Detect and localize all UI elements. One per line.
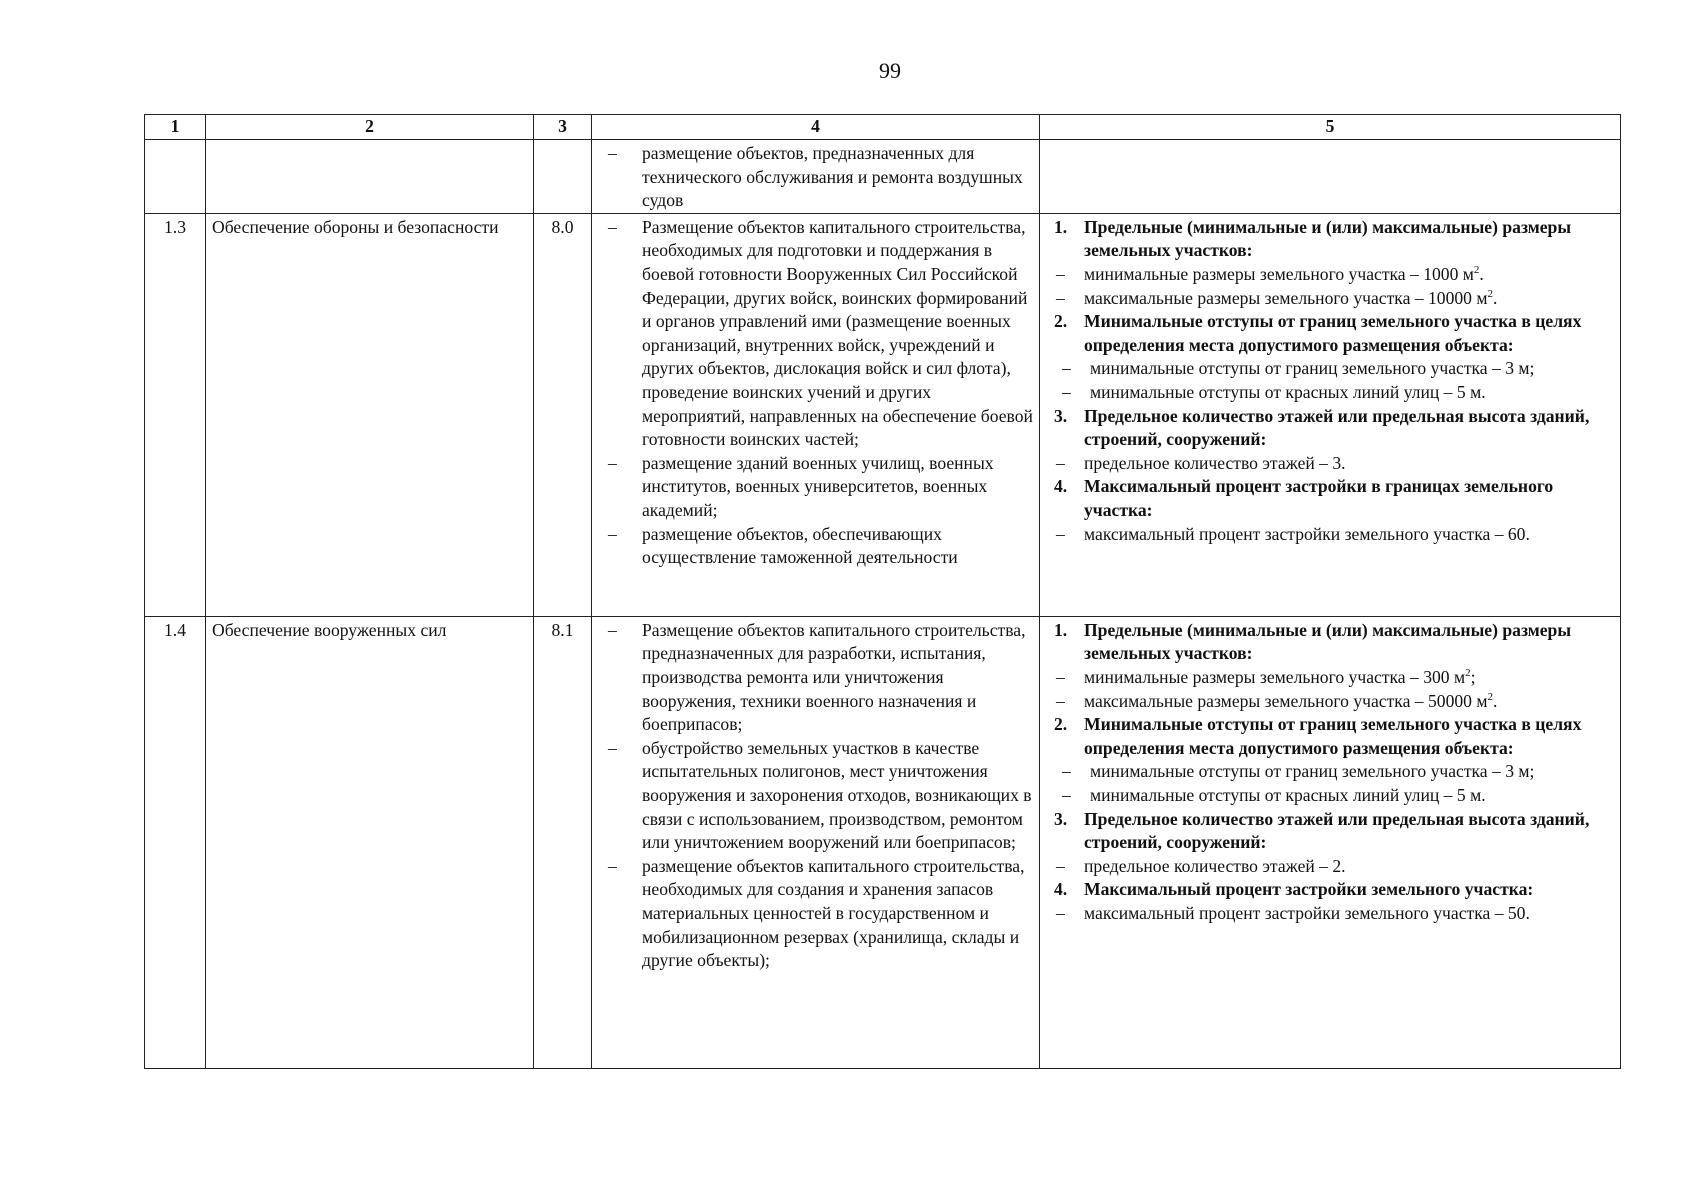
parameter-heading: 3. Предельное количество этажей или предельная высота зданий, строений, сооружений: bbox=[1054, 405, 1590, 450]
table-header-row bbox=[145, 115, 1621, 140]
description-item: – Размещение объектов капитального строительства, предназначенных для разработки, испытания, производства ремонта или уничтожения вооружения, техники военного назначения и боеприпасов; bbox=[598, 619, 1033, 737]
use-name-cell: Обеспечение обороны и безопасности bbox=[206, 213, 534, 616]
use-code-cell bbox=[534, 140, 592, 214]
regulations-table bbox=[144, 114, 1621, 1069]
parameters-cell bbox=[1040, 213, 1621, 616]
parameter-value: – минимальные отступы от границ земельного участка – 3 м; bbox=[1046, 357, 1614, 381]
use-name-cell: Обеспечение вооруженных сил bbox=[206, 616, 534, 1068]
parameter-value: – минимальные размеры земельного участка – 300 $м^2$; bbox=[1046, 666, 1614, 690]
parameter-heading: 2. Минимальные отступы от границ земельного участка в целях определения места допустимого размещения объекта: bbox=[1054, 714, 1582, 758]
use-code-cell: 8.1 bbox=[534, 616, 592, 1068]
column-header: 2 bbox=[206, 115, 534, 140]
table-row bbox=[145, 213, 1621, 616]
description-item: – обустройство земельных участков в качестве испытательных полигонов, мест уничтожения вооружения и захоронения отходов, возникающих в связи с использованием, производством, ремонтом или уничтожением вооружений или боеприпасов; bbox=[598, 737, 1033, 855]
parameter-value: – максимальные размеры земельного участка – 50000 $м^2$. bbox=[1046, 690, 1614, 714]
parameter-value: – минимальные отступы от красных линий улиц – 5 м. bbox=[1046, 381, 1614, 405]
parameter-heading: 4. Максимальный процент застройки в границах земельного участка: bbox=[1054, 476, 1554, 520]
parameter-value: – минимальные отступы от красных линий улиц – 5 м. bbox=[1046, 784, 1614, 808]
parameter-value: – максимальный процент застройки земельного участка – 60. bbox=[1046, 523, 1614, 547]
description-item: – размещение зданий военных училищ, военных институтов, военных университетов, военных академий; bbox=[598, 452, 1033, 523]
table-row bbox=[145, 616, 1621, 1068]
row-number-cell bbox=[145, 140, 206, 214]
page-number: 99 bbox=[879, 58, 901, 83]
description-item: – размещение объектов, предназначенных для технического обслуживания и ремонта воздушных судов bbox=[598, 142, 1033, 213]
parameter-value: – минимальные отступы от границ земельного участка – 3 м; bbox=[1046, 760, 1614, 784]
description-item: – размещение объектов, обеспечивающих осуществление таможенной деятельности bbox=[598, 523, 1033, 570]
use-description-cell bbox=[592, 213, 1040, 616]
parameter-value: – максимальные размеры земельного участка – 10000 $м^2$. bbox=[1046, 287, 1614, 311]
parameter-value: – минимальные размеры земельного участка – 1000 $м^2$. bbox=[1046, 263, 1614, 287]
row-number-cell: 1.3 bbox=[145, 213, 206, 616]
use-description-cell bbox=[592, 140, 1040, 214]
table-row bbox=[145, 140, 1621, 214]
parameter-heading: 4. Максимальный процент застройки земельного участка: bbox=[1054, 879, 1534, 900]
description-item: – Размещение объектов капитального строительства, необходимых для подготовки и поддержания в боевой готовности Вооруженных Сил Российской Федерации, других войск, воинских формирований и органов управлений ими (размещение военных организаций, внутренних войск, учреждений и других объектов, дислокация войск и сил флота), проведение воинских учений и других мероприятий, направленных на обеспечение боевой готовности воинских частей; bbox=[598, 216, 1033, 452]
parameter-heading: 3. Предельное количество этажей или предельная высота зданий, строений, сооружений: bbox=[1054, 808, 1590, 853]
column-header: 3 bbox=[534, 115, 592, 140]
use-name-cell bbox=[206, 140, 534, 214]
parameter-heading: 1. Предельные (минимальные и (или) максимальные) размеры земельных участков: bbox=[1054, 619, 1572, 664]
parameter-value: – предельное количество этажей – 3. bbox=[1046, 452, 1614, 476]
use-code-cell: 8.0 bbox=[534, 213, 592, 616]
parameter-value: – предельное количество этажей – 2. bbox=[1046, 855, 1614, 879]
column-header: 4 bbox=[592, 115, 1040, 140]
parameter-heading: 2. Минимальные отступы от границ земельного участка в целях определения места допустимого размещения объекта: bbox=[1054, 311, 1582, 355]
parameters-cell bbox=[1040, 616, 1621, 1068]
parameters-cell bbox=[1040, 140, 1621, 214]
column-header: 5 bbox=[1040, 115, 1621, 140]
parameter-heading: 1. Предельные (минимальные и (или) максимальные) размеры земельных участков: bbox=[1054, 216, 1572, 261]
column-header: 1 bbox=[145, 115, 206, 140]
description-item: – размещение объектов капитального строительства, необходимых для создания и хранения запасов материальных ценностей в государственном и мобилизационном резервах (хранилища, склады и другие объекты); bbox=[598, 855, 1033, 973]
row-number-cell: 1.4 bbox=[145, 616, 206, 1068]
use-description-cell bbox=[592, 616, 1040, 1068]
parameter-value: – максимальный процент застройки земельного участка – 50. bbox=[1046, 902, 1614, 926]
